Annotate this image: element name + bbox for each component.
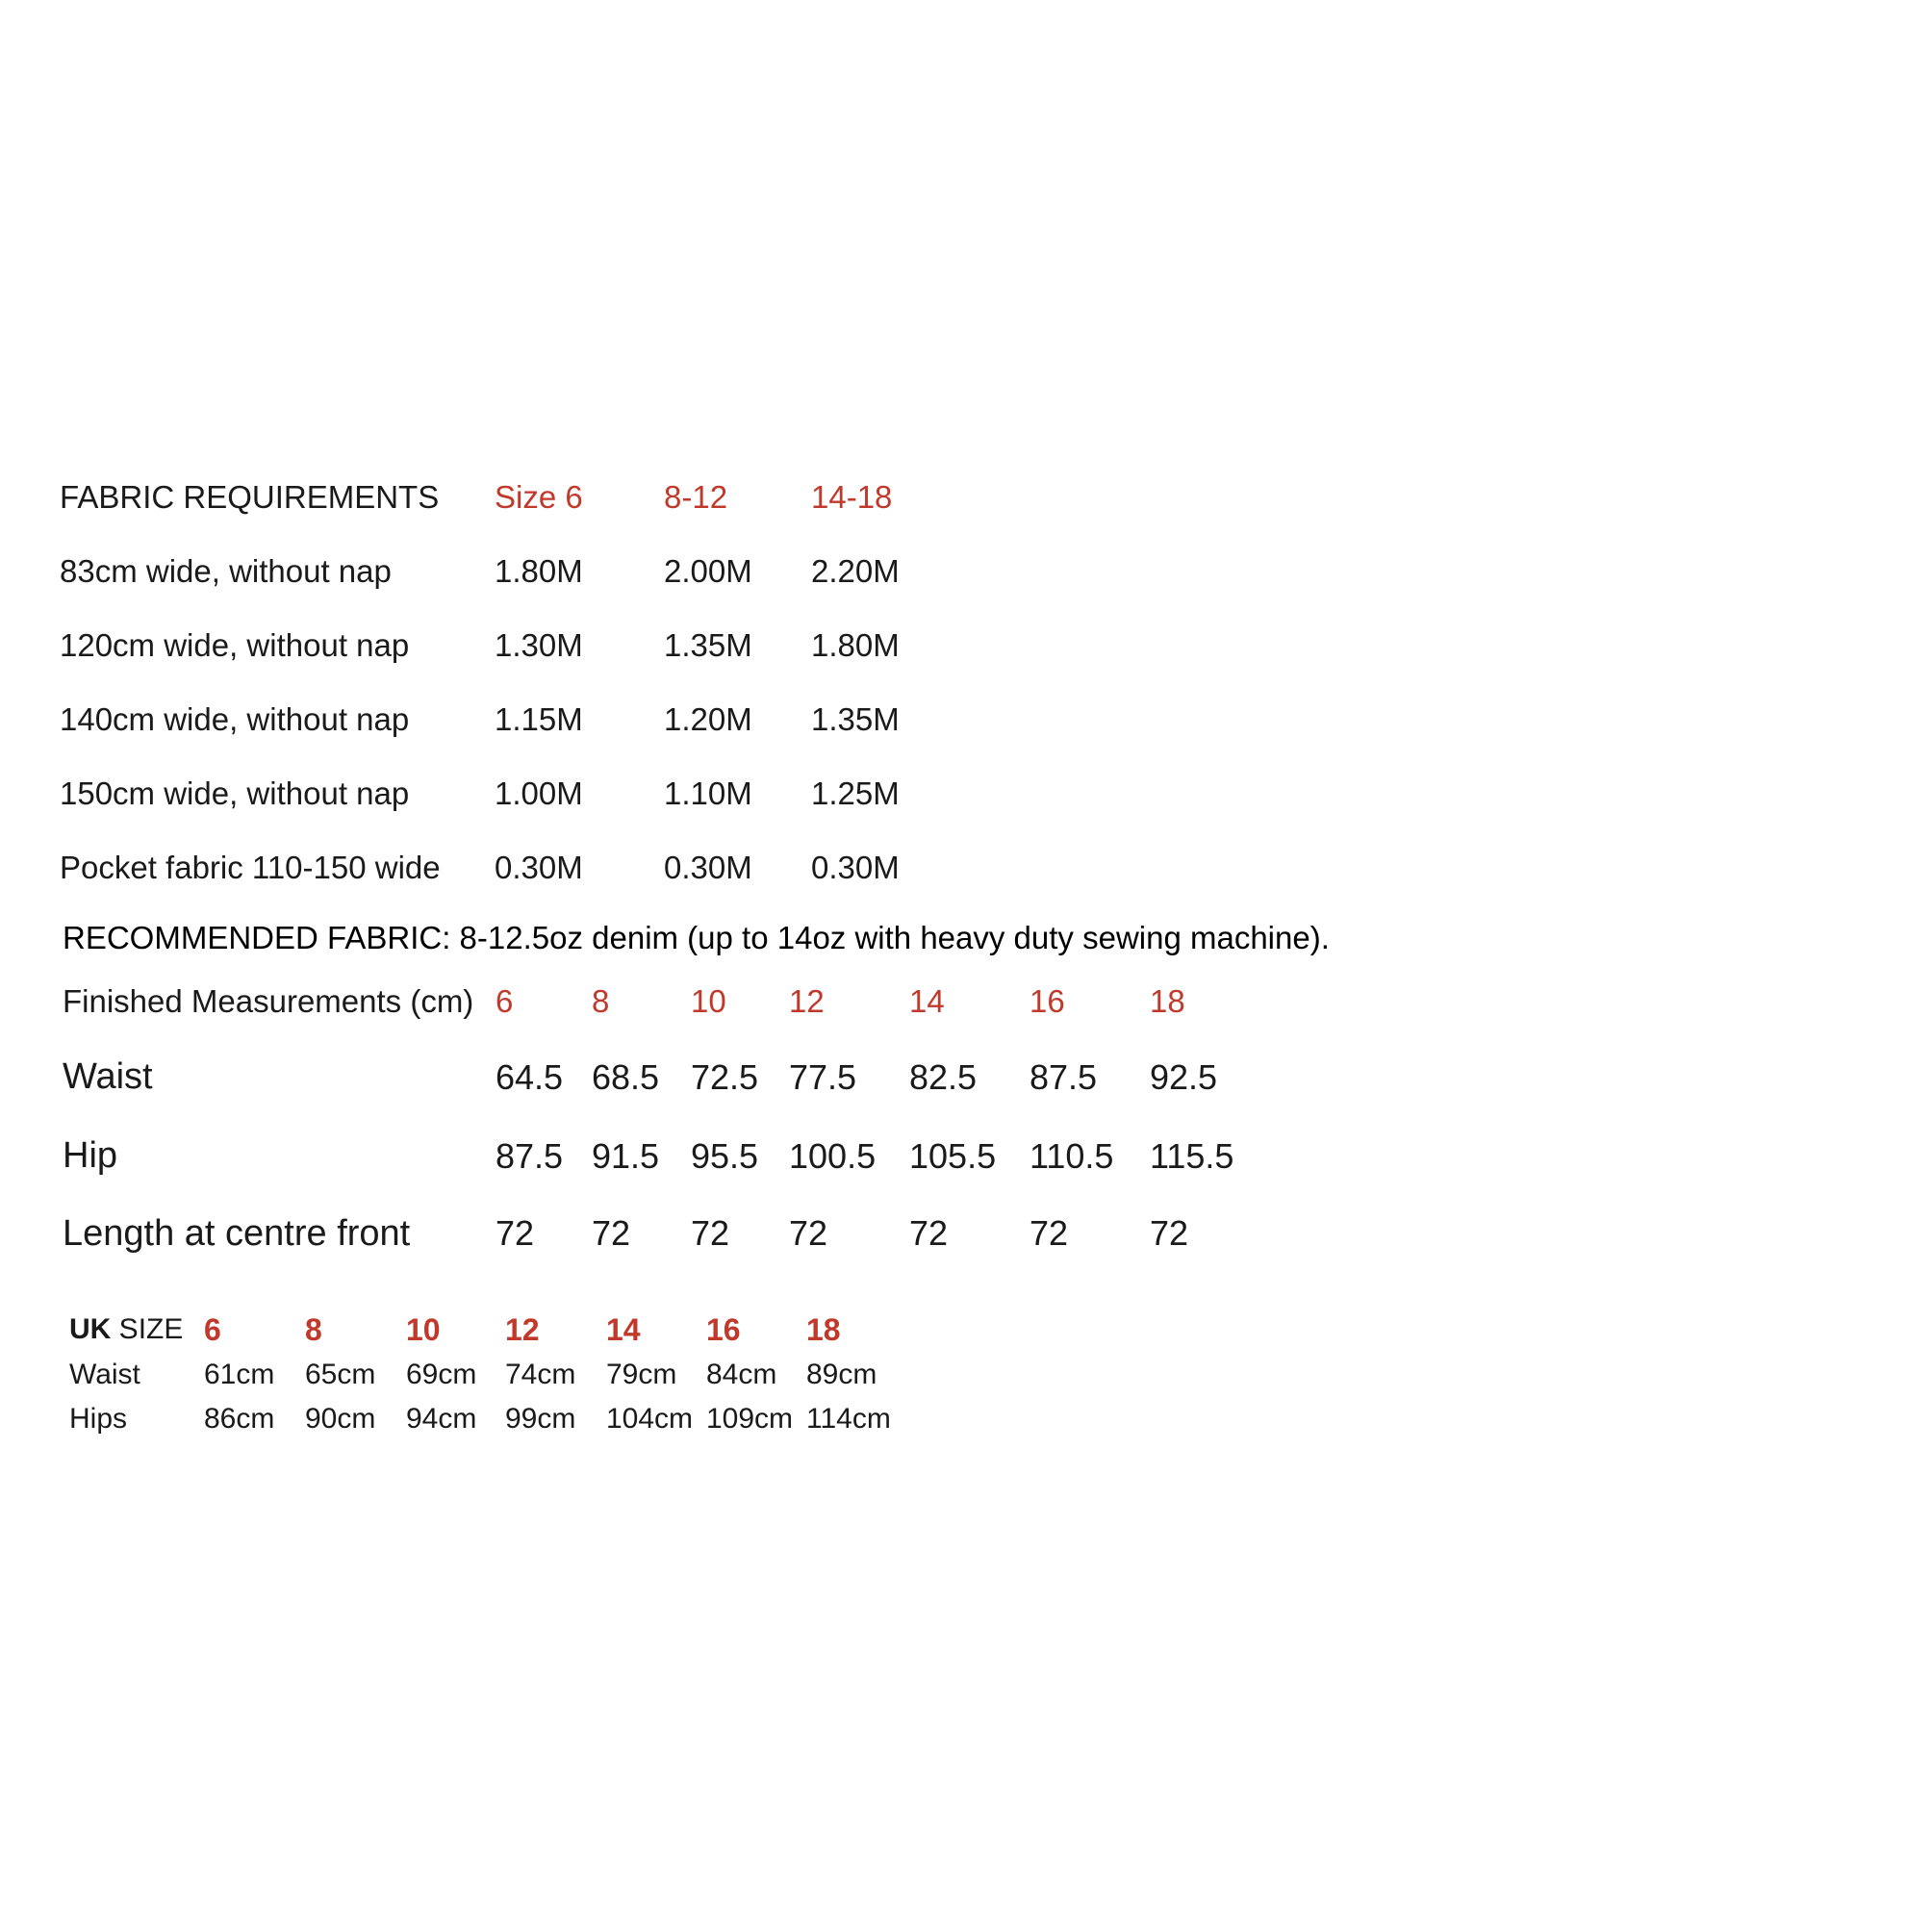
uk-size-title (69, 1315, 183, 1344)
uk-value: 69cm (406, 1359, 477, 1390)
measurement-value: 72 (592, 1213, 631, 1253)
recommended-fabric (63, 922, 1330, 953)
uk-size-header: 14 (606, 1312, 641, 1347)
measurement-value: 72 (789, 1213, 828, 1253)
measurement-value: 72 (909, 1213, 949, 1253)
fabric-row-value: 1.15M (495, 701, 583, 737)
measurement-size-header: 12 (789, 983, 825, 1019)
uk-size-header: 12 (505, 1312, 540, 1347)
recommended-fabric-label: RECOMMENDED FABRIC: (63, 920, 451, 955)
measurement-value: 72 (1150, 1213, 1189, 1253)
uk-value: 74cm (505, 1359, 576, 1390)
measurement-value: 91.5 (592, 1136, 660, 1176)
measurement-value: 72 (1030, 1213, 1069, 1253)
uk-value: 109cm (706, 1403, 794, 1435)
measurement-value: 72.5 (691, 1057, 759, 1097)
uk-size-title-rest: SIZE (111, 1313, 184, 1345)
uk-size-header: 8 (305, 1312, 322, 1347)
measurement-row-label: Length at centre front (63, 1213, 411, 1254)
uk-value: 94cm (406, 1403, 477, 1435)
fabric-row-label: 140cm wide, without nap (60, 701, 410, 737)
measurement-row-label: Hip (63, 1135, 118, 1176)
fabric-row-label: 150cm wide, without nap (60, 775, 410, 811)
measurement-value: 72 (691, 1213, 730, 1253)
fabric-row-value: 1.20M (664, 701, 752, 737)
uk-value: 84cm (706, 1359, 777, 1390)
uk-row-label: Hips (69, 1403, 128, 1435)
uk-size-header: 16 (706, 1312, 741, 1347)
measurement-value: 105.5 (909, 1136, 997, 1176)
measurement-value: 82.5 (909, 1057, 978, 1097)
uk-value: 89cm (806, 1359, 877, 1390)
uk-value: 61cm (204, 1359, 275, 1390)
fabric-size-header: Size 6 (495, 479, 583, 515)
finished-measurements-title: Finished Measurements (cm) (63, 983, 474, 1019)
uk-size-header: 18 (806, 1312, 841, 1347)
uk-row-label: Waist (69, 1359, 140, 1390)
fabric-requirements-title: FABRIC REQUIREMENTS (60, 479, 440, 515)
fabric-size-header: 8-12 (664, 479, 728, 515)
uk-value: 79cm (606, 1359, 677, 1390)
measurement-value: 68.5 (592, 1057, 660, 1097)
fabric-row-value: 1.30M (495, 627, 583, 663)
fabric-row-label: 83cm wide, without nap (60, 553, 392, 589)
measurement-size-header: 18 (1150, 983, 1185, 1019)
measurement-value: 115.5 (1150, 1136, 1234, 1176)
measurement-size-header: 16 (1030, 983, 1065, 1019)
fabric-row-value: 1.10M (664, 775, 752, 811)
measurement-size-header: 14 (909, 983, 945, 1019)
uk-value: 99cm (505, 1403, 576, 1435)
recommended-fabric-text: 8-12.5oz denim (up to 14oz with heavy duty sewing machine). (450, 920, 1330, 955)
measurement-value: 95.5 (691, 1136, 759, 1176)
uk-value: 65cm (305, 1359, 376, 1390)
fabric-row-value: 2.20M (811, 553, 900, 589)
fabric-row-value: 0.30M (664, 850, 752, 885)
measurement-size-header: 10 (691, 983, 726, 1019)
fabric-row-value: 1.35M (811, 701, 900, 737)
measurement-value: 110.5 (1030, 1136, 1114, 1176)
fabric-size-header: 14-18 (811, 479, 893, 515)
uk-size-header: 6 (204, 1312, 221, 1347)
measurement-size-header: 8 (592, 983, 610, 1019)
uk-value: 86cm (204, 1403, 275, 1435)
fabric-row-value: 0.30M (495, 850, 583, 885)
measurement-value: 87.5 (496, 1136, 564, 1176)
fabric-row-value: 1.80M (811, 627, 900, 663)
fabric-row-value: 1.35M (664, 627, 752, 663)
uk-value: 104cm (606, 1403, 694, 1435)
uk-size-header: 10 (406, 1312, 441, 1347)
measurement-size-header: 6 (496, 983, 514, 1019)
measurement-value: 77.5 (789, 1057, 857, 1097)
measurement-value: 72 (496, 1213, 535, 1253)
measurement-value: 92.5 (1150, 1057, 1218, 1097)
fabric-row-value: 1.00M (495, 775, 583, 811)
uk-value: 90cm (305, 1403, 376, 1435)
measurement-value: 100.5 (789, 1136, 877, 1176)
uk-value: 114cm (806, 1403, 891, 1435)
measurement-value: 87.5 (1030, 1057, 1098, 1097)
fabric-row-value: 1.80M (495, 553, 583, 589)
fabric-row-label: 120cm wide, without nap (60, 627, 410, 663)
fabric-row-value: 1.25M (811, 775, 900, 811)
uk-size-title-bold: UK (69, 1313, 112, 1345)
fabric-row-value: 2.00M (664, 553, 752, 589)
fabric-row-label: Pocket fabric 110-150 wide (60, 850, 441, 885)
fabric-row-value: 0.30M (811, 850, 900, 885)
measurement-row-label: Waist (63, 1056, 153, 1097)
measurement-value: 64.5 (496, 1057, 564, 1097)
